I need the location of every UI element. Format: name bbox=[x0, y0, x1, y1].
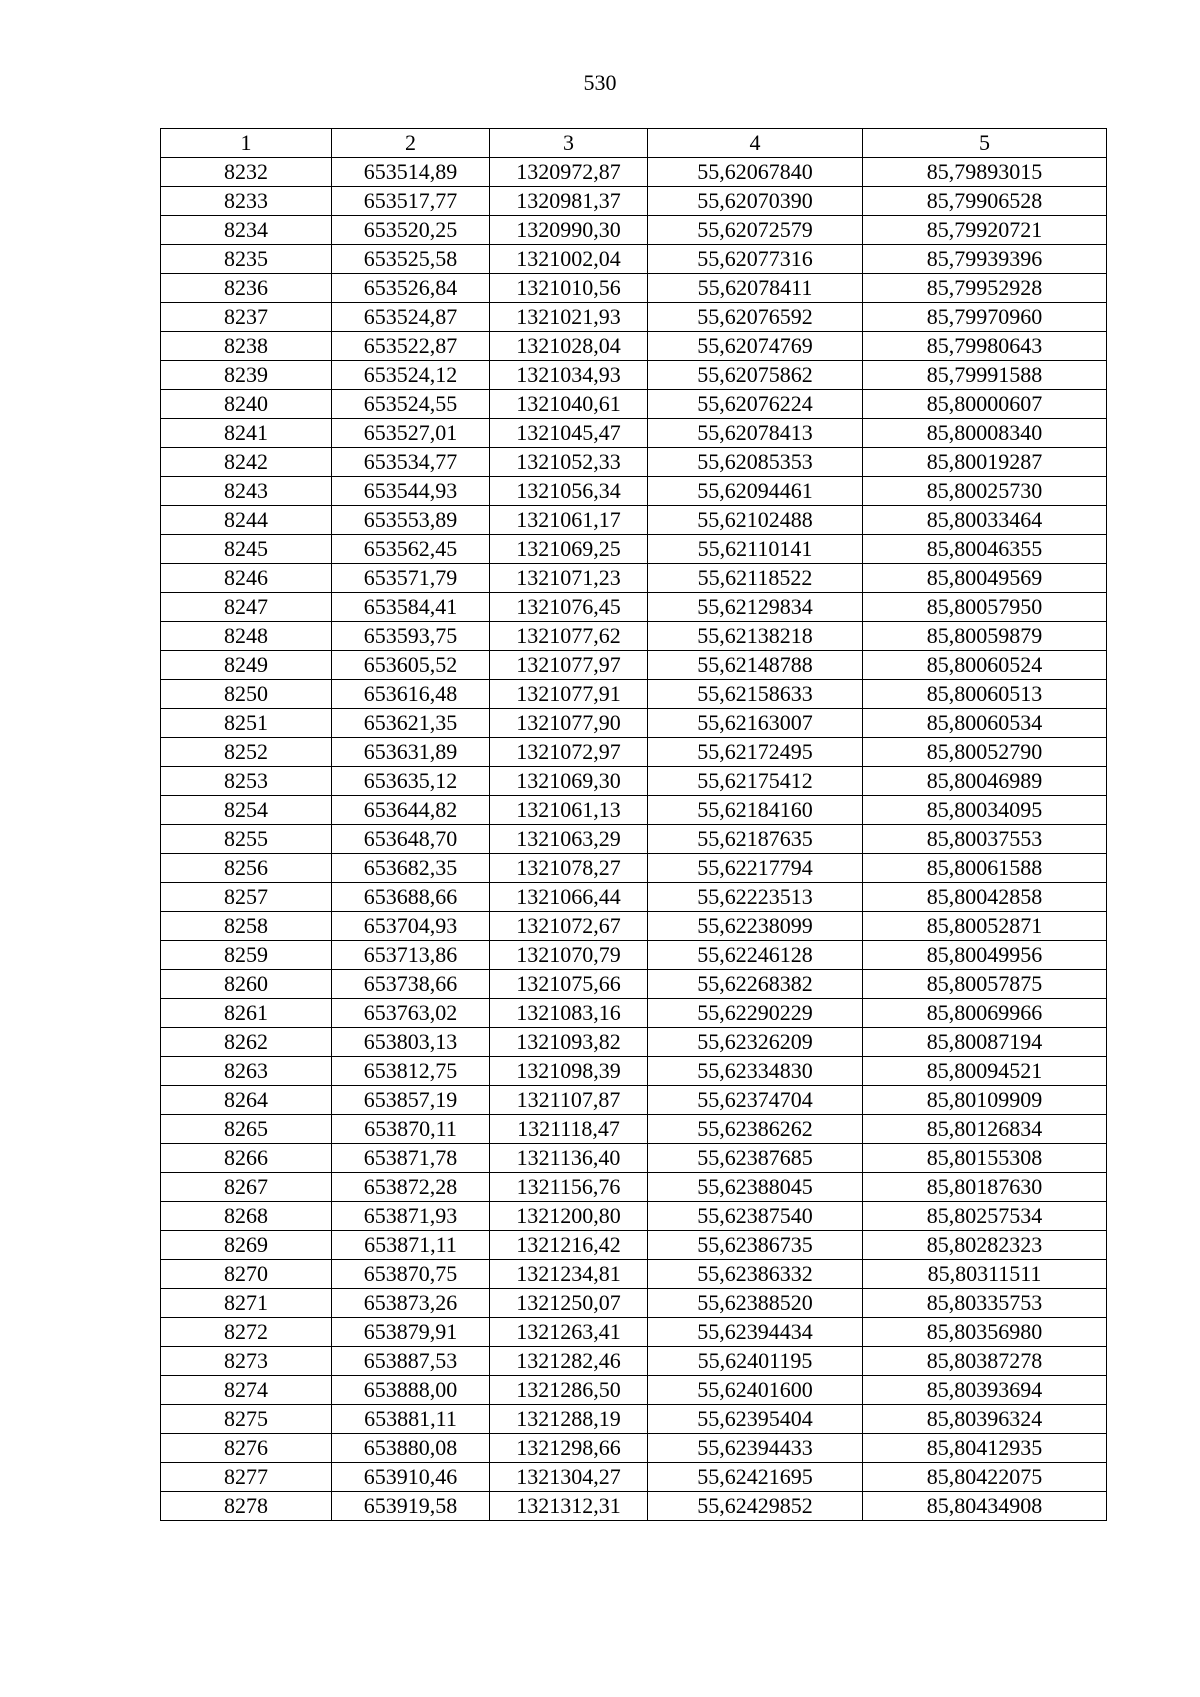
table-row bbox=[161, 1115, 1107, 1144]
x-coordinate-cell: 653888,00 bbox=[332, 1376, 490, 1405]
latitude-cell: 55,62386262 bbox=[648, 1115, 863, 1144]
longitude-cell: 85,80282323 bbox=[863, 1231, 1107, 1260]
table-row bbox=[161, 1144, 1107, 1173]
latitude-cell: 55,62078413 bbox=[648, 419, 863, 448]
longitude-cell: 85,80000607 bbox=[863, 390, 1107, 419]
table-row bbox=[161, 680, 1107, 709]
point-number-cell: 8240 bbox=[161, 390, 332, 419]
table-row bbox=[161, 1028, 1107, 1057]
point-number-cell: 8252 bbox=[161, 738, 332, 767]
y-coordinate-cell: 1321098,39 bbox=[490, 1057, 648, 1086]
point-number-cell: 8234 bbox=[161, 216, 332, 245]
point-number-cell: 8238 bbox=[161, 332, 332, 361]
table-header bbox=[161, 129, 1107, 158]
longitude-cell: 85,79980643 bbox=[863, 332, 1107, 361]
longitude-cell: 85,79893015 bbox=[863, 158, 1107, 187]
table-row bbox=[161, 738, 1107, 767]
latitude-cell: 55,62401195 bbox=[648, 1347, 863, 1376]
latitude-cell: 55,62184160 bbox=[648, 796, 863, 825]
longitude-cell: 85,80412935 bbox=[863, 1434, 1107, 1463]
y-coordinate-cell: 1321077,97 bbox=[490, 651, 648, 680]
longitude-cell: 85,80393694 bbox=[863, 1376, 1107, 1405]
latitude-cell: 55,62076224 bbox=[648, 390, 863, 419]
x-coordinate-cell: 653584,41 bbox=[332, 593, 490, 622]
point-number-cell: 8266 bbox=[161, 1144, 332, 1173]
x-coordinate-cell: 653857,19 bbox=[332, 1086, 490, 1115]
longitude-cell: 85,79906528 bbox=[863, 187, 1107, 216]
longitude-cell: 85,80060524 bbox=[863, 651, 1107, 680]
x-coordinate-cell: 653527,01 bbox=[332, 419, 490, 448]
y-coordinate-cell: 1321072,67 bbox=[490, 912, 648, 941]
y-coordinate-cell: 1321118,47 bbox=[490, 1115, 648, 1144]
y-coordinate-cell: 1321066,44 bbox=[490, 883, 648, 912]
table-row bbox=[161, 796, 1107, 825]
point-number-cell: 8264 bbox=[161, 1086, 332, 1115]
point-number-cell: 8268 bbox=[161, 1202, 332, 1231]
longitude-cell: 85,79952928 bbox=[863, 274, 1107, 303]
latitude-cell: 55,62394433 bbox=[648, 1434, 863, 1463]
point-number-cell: 8244 bbox=[161, 506, 332, 535]
x-coordinate-cell: 653919,58 bbox=[332, 1492, 490, 1521]
table-row bbox=[161, 245, 1107, 274]
y-coordinate-cell: 1321286,50 bbox=[490, 1376, 648, 1405]
y-coordinate-cell: 1321216,42 bbox=[490, 1231, 648, 1260]
latitude-cell: 55,62386332 bbox=[648, 1260, 863, 1289]
y-coordinate-cell: 1321072,97 bbox=[490, 738, 648, 767]
x-coordinate-cell: 653871,11 bbox=[332, 1231, 490, 1260]
longitude-cell: 85,80094521 bbox=[863, 1057, 1107, 1086]
point-number-cell: 8242 bbox=[161, 448, 332, 477]
x-coordinate-cell: 653526,84 bbox=[332, 274, 490, 303]
column-header-2: 2 bbox=[332, 129, 490, 158]
table-row bbox=[161, 419, 1107, 448]
longitude-cell: 85,80060513 bbox=[863, 680, 1107, 709]
latitude-cell: 55,62326209 bbox=[648, 1028, 863, 1057]
longitude-cell: 85,80049956 bbox=[863, 941, 1107, 970]
latitude-cell: 55,62421695 bbox=[648, 1463, 863, 1492]
x-coordinate-cell: 653881,11 bbox=[332, 1405, 490, 1434]
x-coordinate-cell: 653870,11 bbox=[332, 1115, 490, 1144]
point-number-cell: 8243 bbox=[161, 477, 332, 506]
longitude-cell: 85,80155308 bbox=[863, 1144, 1107, 1173]
table-row bbox=[161, 564, 1107, 593]
point-number-cell: 8261 bbox=[161, 999, 332, 1028]
table-row bbox=[161, 1434, 1107, 1463]
table-row bbox=[161, 1376, 1107, 1405]
x-coordinate-cell: 653553,89 bbox=[332, 506, 490, 535]
y-coordinate-cell: 1321010,56 bbox=[490, 274, 648, 303]
latitude-cell: 55,62246128 bbox=[648, 941, 863, 970]
x-coordinate-cell: 653870,75 bbox=[332, 1260, 490, 1289]
longitude-cell: 85,80025730 bbox=[863, 477, 1107, 506]
latitude-cell: 55,62085353 bbox=[648, 448, 863, 477]
table-row bbox=[161, 1318, 1107, 1347]
latitude-cell: 55,62187635 bbox=[648, 825, 863, 854]
y-coordinate-cell: 1320981,37 bbox=[490, 187, 648, 216]
point-number-cell: 8259 bbox=[161, 941, 332, 970]
latitude-cell: 55,62074769 bbox=[648, 332, 863, 361]
latitude-cell: 55,62268382 bbox=[648, 970, 863, 999]
latitude-cell: 55,62387685 bbox=[648, 1144, 863, 1173]
longitude-cell: 85,80046989 bbox=[863, 767, 1107, 796]
column-header-1: 1 bbox=[161, 129, 332, 158]
table-row bbox=[161, 274, 1107, 303]
latitude-cell: 55,62067840 bbox=[648, 158, 863, 187]
y-coordinate-cell: 1321093,82 bbox=[490, 1028, 648, 1057]
x-coordinate-cell: 653738,66 bbox=[332, 970, 490, 999]
longitude-cell: 85,80422075 bbox=[863, 1463, 1107, 1492]
latitude-cell: 55,62386735 bbox=[648, 1231, 863, 1260]
y-coordinate-cell: 1321282,46 bbox=[490, 1347, 648, 1376]
longitude-cell: 85,80042858 bbox=[863, 883, 1107, 912]
y-coordinate-cell: 1321061,13 bbox=[490, 796, 648, 825]
point-number-cell: 8271 bbox=[161, 1289, 332, 1318]
table-row bbox=[161, 767, 1107, 796]
x-coordinate-cell: 653763,02 bbox=[332, 999, 490, 1028]
y-coordinate-cell: 1321045,47 bbox=[490, 419, 648, 448]
latitude-cell: 55,62217794 bbox=[648, 854, 863, 883]
longitude-cell: 85,80033464 bbox=[863, 506, 1107, 535]
latitude-cell: 55,62072579 bbox=[648, 216, 863, 245]
longitude-cell: 85,80257534 bbox=[863, 1202, 1107, 1231]
point-number-cell: 8270 bbox=[161, 1260, 332, 1289]
y-coordinate-cell: 1321069,30 bbox=[490, 767, 648, 796]
longitude-cell: 85,80311511 bbox=[863, 1260, 1107, 1289]
latitude-cell: 55,62102488 bbox=[648, 506, 863, 535]
longitude-cell: 85,80046355 bbox=[863, 535, 1107, 564]
latitude-cell: 55,62075862 bbox=[648, 361, 863, 390]
y-coordinate-cell: 1321107,87 bbox=[490, 1086, 648, 1115]
x-coordinate-cell: 653871,78 bbox=[332, 1144, 490, 1173]
point-number-cell: 8269 bbox=[161, 1231, 332, 1260]
longitude-cell: 85,80037553 bbox=[863, 825, 1107, 854]
y-coordinate-cell: 1321071,23 bbox=[490, 564, 648, 593]
x-coordinate-cell: 653520,25 bbox=[332, 216, 490, 245]
point-number-cell: 8248 bbox=[161, 622, 332, 651]
longitude-cell: 85,80109909 bbox=[863, 1086, 1107, 1115]
y-coordinate-cell: 1321070,79 bbox=[490, 941, 648, 970]
x-coordinate-cell: 653562,45 bbox=[332, 535, 490, 564]
y-coordinate-cell: 1321002,04 bbox=[490, 245, 648, 274]
point-number-cell: 8232 bbox=[161, 158, 332, 187]
table-row bbox=[161, 622, 1107, 651]
latitude-cell: 55,62148788 bbox=[648, 651, 863, 680]
longitude-cell: 85,80057875 bbox=[863, 970, 1107, 999]
table-row bbox=[161, 506, 1107, 535]
y-coordinate-cell: 1321075,66 bbox=[490, 970, 648, 999]
table-row bbox=[161, 825, 1107, 854]
longitude-cell: 85,79920721 bbox=[863, 216, 1107, 245]
x-coordinate-cell: 653871,93 bbox=[332, 1202, 490, 1231]
y-coordinate-cell: 1321077,91 bbox=[490, 680, 648, 709]
point-number-cell: 8250 bbox=[161, 680, 332, 709]
longitude-cell: 85,80387278 bbox=[863, 1347, 1107, 1376]
x-coordinate-cell: 653616,48 bbox=[332, 680, 490, 709]
latitude-cell: 55,62334830 bbox=[648, 1057, 863, 1086]
y-coordinate-cell: 1320972,87 bbox=[490, 158, 648, 187]
point-number-cell: 8239 bbox=[161, 361, 332, 390]
table-row bbox=[161, 1289, 1107, 1318]
x-coordinate-cell: 653803,13 bbox=[332, 1028, 490, 1057]
x-coordinate-cell: 653713,86 bbox=[332, 941, 490, 970]
point-number-cell: 8253 bbox=[161, 767, 332, 796]
latitude-cell: 55,62238099 bbox=[648, 912, 863, 941]
x-coordinate-cell: 653524,12 bbox=[332, 361, 490, 390]
table-row bbox=[161, 1202, 1107, 1231]
table-row bbox=[161, 477, 1107, 506]
point-number-cell: 8267 bbox=[161, 1173, 332, 1202]
x-coordinate-cell: 653704,93 bbox=[332, 912, 490, 941]
longitude-cell: 85,80335753 bbox=[863, 1289, 1107, 1318]
x-coordinate-cell: 653635,12 bbox=[332, 767, 490, 796]
point-number-cell: 8262 bbox=[161, 1028, 332, 1057]
table-row bbox=[161, 1086, 1107, 1115]
x-coordinate-cell: 653631,89 bbox=[332, 738, 490, 767]
y-coordinate-cell: 1321250,07 bbox=[490, 1289, 648, 1318]
latitude-cell: 55,62070390 bbox=[648, 187, 863, 216]
longitude-cell: 85,80019287 bbox=[863, 448, 1107, 477]
point-number-cell: 8236 bbox=[161, 274, 332, 303]
x-coordinate-cell: 653910,46 bbox=[332, 1463, 490, 1492]
longitude-cell: 85,80049569 bbox=[863, 564, 1107, 593]
y-coordinate-cell: 1321312,31 bbox=[490, 1492, 648, 1521]
latitude-cell: 55,62172495 bbox=[648, 738, 863, 767]
y-coordinate-cell: 1321136,40 bbox=[490, 1144, 648, 1173]
coordinates-table bbox=[160, 128, 1107, 1521]
table-row bbox=[161, 1260, 1107, 1289]
longitude-cell: 85,80434908 bbox=[863, 1492, 1107, 1521]
latitude-cell: 55,62388045 bbox=[648, 1173, 863, 1202]
table-row bbox=[161, 361, 1107, 390]
column-header-5: 5 bbox=[863, 129, 1107, 158]
x-coordinate-cell: 653571,79 bbox=[332, 564, 490, 593]
longitude-cell: 85,80057950 bbox=[863, 593, 1107, 622]
table-row bbox=[161, 187, 1107, 216]
table-row bbox=[161, 941, 1107, 970]
latitude-cell: 55,62118522 bbox=[648, 564, 863, 593]
y-coordinate-cell: 1321061,17 bbox=[490, 506, 648, 535]
latitude-cell: 55,62158633 bbox=[648, 680, 863, 709]
longitude-cell: 85,79939396 bbox=[863, 245, 1107, 274]
latitude-cell: 55,62110141 bbox=[648, 535, 863, 564]
latitude-cell: 55,62163007 bbox=[648, 709, 863, 738]
y-coordinate-cell: 1320990,30 bbox=[490, 216, 648, 245]
longitude-cell: 85,80052871 bbox=[863, 912, 1107, 941]
x-coordinate-cell: 653682,35 bbox=[332, 854, 490, 883]
x-coordinate-cell: 653648,70 bbox=[332, 825, 490, 854]
y-coordinate-cell: 1321298,66 bbox=[490, 1434, 648, 1463]
table-row bbox=[161, 883, 1107, 912]
y-coordinate-cell: 1321234,81 bbox=[490, 1260, 648, 1289]
point-number-cell: 8272 bbox=[161, 1318, 332, 1347]
point-number-cell: 8277 bbox=[161, 1463, 332, 1492]
x-coordinate-cell: 653593,75 bbox=[332, 622, 490, 651]
point-number-cell: 8278 bbox=[161, 1492, 332, 1521]
longitude-cell: 85,80052790 bbox=[863, 738, 1107, 767]
y-coordinate-cell: 1321263,41 bbox=[490, 1318, 648, 1347]
longitude-cell: 85,80059879 bbox=[863, 622, 1107, 651]
latitude-cell: 55,62078411 bbox=[648, 274, 863, 303]
x-coordinate-cell: 653879,91 bbox=[332, 1318, 490, 1347]
point-number-cell: 8276 bbox=[161, 1434, 332, 1463]
latitude-cell: 55,62175412 bbox=[648, 767, 863, 796]
point-number-cell: 8265 bbox=[161, 1115, 332, 1144]
y-coordinate-cell: 1321156,76 bbox=[490, 1173, 648, 1202]
table-row bbox=[161, 332, 1107, 361]
table-row bbox=[161, 216, 1107, 245]
table-row bbox=[161, 854, 1107, 883]
x-coordinate-cell: 653534,77 bbox=[332, 448, 490, 477]
point-number-cell: 8246 bbox=[161, 564, 332, 593]
point-number-cell: 8233 bbox=[161, 187, 332, 216]
latitude-cell: 55,62077316 bbox=[648, 245, 863, 274]
latitude-cell: 55,62290229 bbox=[648, 999, 863, 1028]
y-coordinate-cell: 1321040,61 bbox=[490, 390, 648, 419]
table-row bbox=[161, 535, 1107, 564]
point-number-cell: 8257 bbox=[161, 883, 332, 912]
x-coordinate-cell: 653544,93 bbox=[332, 477, 490, 506]
y-coordinate-cell: 1321077,90 bbox=[490, 709, 648, 738]
table-row bbox=[161, 1231, 1107, 1260]
x-coordinate-cell: 653887,53 bbox=[332, 1347, 490, 1376]
longitude-cell: 85,80187630 bbox=[863, 1173, 1107, 1202]
latitude-cell: 55,62388520 bbox=[648, 1289, 863, 1318]
latitude-cell: 55,62076592 bbox=[648, 303, 863, 332]
point-number-cell: 8256 bbox=[161, 854, 332, 883]
x-coordinate-cell: 653812,75 bbox=[332, 1057, 490, 1086]
x-coordinate-cell: 653524,87 bbox=[332, 303, 490, 332]
table-row bbox=[161, 970, 1107, 999]
y-coordinate-cell: 1321078,27 bbox=[490, 854, 648, 883]
header-row bbox=[161, 129, 1107, 158]
table-row bbox=[161, 1492, 1107, 1521]
y-coordinate-cell: 1321028,04 bbox=[490, 332, 648, 361]
longitude-cell: 85,80396324 bbox=[863, 1405, 1107, 1434]
longitude-cell: 85,80061588 bbox=[863, 854, 1107, 883]
table-row bbox=[161, 158, 1107, 187]
table-row bbox=[161, 1347, 1107, 1376]
y-coordinate-cell: 1321288,19 bbox=[490, 1405, 648, 1434]
x-coordinate-cell: 653621,35 bbox=[332, 709, 490, 738]
x-coordinate-cell: 653873,26 bbox=[332, 1289, 490, 1318]
longitude-cell: 85,80060534 bbox=[863, 709, 1107, 738]
x-coordinate-cell: 653880,08 bbox=[332, 1434, 490, 1463]
page-number: 530 bbox=[583, 70, 617, 95]
longitude-cell: 85,80087194 bbox=[863, 1028, 1107, 1057]
table-row bbox=[161, 303, 1107, 332]
x-coordinate-cell: 653644,82 bbox=[332, 796, 490, 825]
longitude-cell: 85,80008340 bbox=[863, 419, 1107, 448]
longitude-cell: 85,79970960 bbox=[863, 303, 1107, 332]
point-number-cell: 8247 bbox=[161, 593, 332, 622]
table-row bbox=[161, 1405, 1107, 1434]
point-number-cell: 8258 bbox=[161, 912, 332, 941]
latitude-cell: 55,62129834 bbox=[648, 593, 863, 622]
point-number-cell: 8245 bbox=[161, 535, 332, 564]
table-row bbox=[161, 1057, 1107, 1086]
point-number-cell: 8249 bbox=[161, 651, 332, 680]
y-coordinate-cell: 1321021,93 bbox=[490, 303, 648, 332]
y-coordinate-cell: 1321083,16 bbox=[490, 999, 648, 1028]
longitude-cell: 85,80069966 bbox=[863, 999, 1107, 1028]
point-number-cell: 8274 bbox=[161, 1376, 332, 1405]
x-coordinate-cell: 653514,89 bbox=[332, 158, 490, 187]
latitude-cell: 55,62138218 bbox=[648, 622, 863, 651]
y-coordinate-cell: 1321077,62 bbox=[490, 622, 648, 651]
table-row bbox=[161, 448, 1107, 477]
latitude-cell: 55,62094461 bbox=[648, 477, 863, 506]
table-row bbox=[161, 593, 1107, 622]
table-row bbox=[161, 999, 1107, 1028]
latitude-cell: 55,62401600 bbox=[648, 1376, 863, 1405]
latitude-cell: 55,62387540 bbox=[648, 1202, 863, 1231]
point-number-cell: 8251 bbox=[161, 709, 332, 738]
latitude-cell: 55,62394434 bbox=[648, 1318, 863, 1347]
table-row bbox=[161, 1463, 1107, 1492]
x-coordinate-cell: 653524,55 bbox=[332, 390, 490, 419]
y-coordinate-cell: 1321034,93 bbox=[490, 361, 648, 390]
x-coordinate-cell: 653517,77 bbox=[332, 187, 490, 216]
point-number-cell: 8273 bbox=[161, 1347, 332, 1376]
x-coordinate-cell: 653872,28 bbox=[332, 1173, 490, 1202]
longitude-cell: 85,80034095 bbox=[863, 796, 1107, 825]
point-number-cell: 8254 bbox=[161, 796, 332, 825]
longitude-cell: 85,80356980 bbox=[863, 1318, 1107, 1347]
table-row bbox=[161, 390, 1107, 419]
y-coordinate-cell: 1321200,80 bbox=[490, 1202, 648, 1231]
longitude-cell: 85,80126834 bbox=[863, 1115, 1107, 1144]
point-number-cell: 8237 bbox=[161, 303, 332, 332]
column-header-3: 3 bbox=[490, 129, 648, 158]
point-number-cell: 8275 bbox=[161, 1405, 332, 1434]
table-row bbox=[161, 651, 1107, 680]
table-row bbox=[161, 912, 1107, 941]
table-row bbox=[161, 709, 1107, 738]
column-header-4: 4 bbox=[648, 129, 863, 158]
y-coordinate-cell: 1321063,29 bbox=[490, 825, 648, 854]
point-number-cell: 8241 bbox=[161, 419, 332, 448]
y-coordinate-cell: 1321069,25 bbox=[490, 535, 648, 564]
y-coordinate-cell: 1321056,34 bbox=[490, 477, 648, 506]
longitude-cell: 85,79991588 bbox=[863, 361, 1107, 390]
y-coordinate-cell: 1321076,45 bbox=[490, 593, 648, 622]
latitude-cell: 55,62429852 bbox=[648, 1492, 863, 1521]
table-body bbox=[161, 158, 1107, 1521]
x-coordinate-cell: 653525,58 bbox=[332, 245, 490, 274]
y-coordinate-cell: 1321052,33 bbox=[490, 448, 648, 477]
point-number-cell: 8255 bbox=[161, 825, 332, 854]
latitude-cell: 55,62374704 bbox=[648, 1086, 863, 1115]
x-coordinate-cell: 653688,66 bbox=[332, 883, 490, 912]
latitude-cell: 55,62395404 bbox=[648, 1405, 863, 1434]
x-coordinate-cell: 653605,52 bbox=[332, 651, 490, 680]
point-number-cell: 8260 bbox=[161, 970, 332, 999]
point-number-cell: 8235 bbox=[161, 245, 332, 274]
latitude-cell: 55,62223513 bbox=[648, 883, 863, 912]
point-number-cell: 8263 bbox=[161, 1057, 332, 1086]
y-coordinate-cell: 1321304,27 bbox=[490, 1463, 648, 1492]
x-coordinate-cell: 653522,87 bbox=[332, 332, 490, 361]
table-row bbox=[161, 1173, 1107, 1202]
